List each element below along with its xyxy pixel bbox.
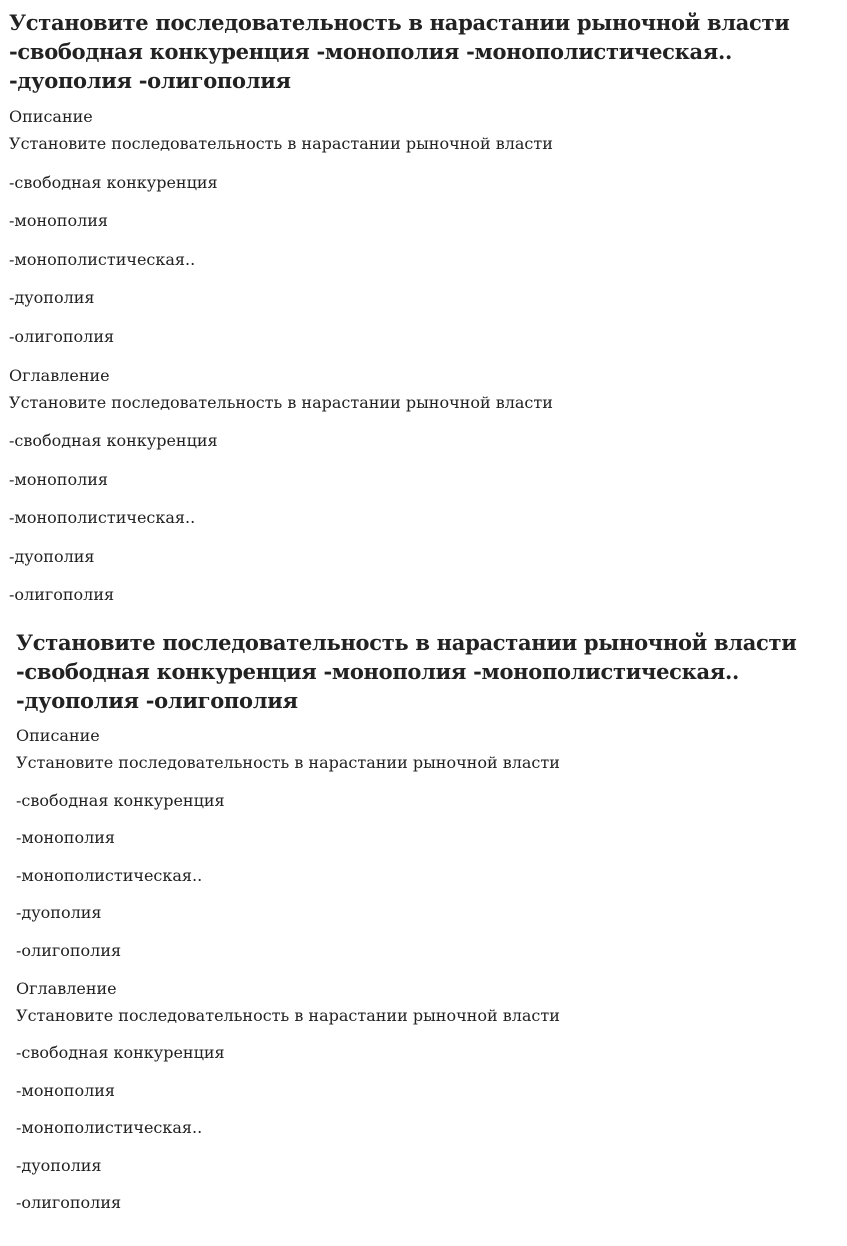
list-item: -монополия	[16, 1080, 115, 1100]
list-item: -олигополия	[16, 940, 122, 960]
question-title: Установите последовательность в нарастании рыночной власти -свободная конкуренция -монополия -монополистическая.. -дуополия -олигополия	[16, 630, 797, 713]
list-item: -монополистическая..	[9, 249, 196, 269]
description-label: Описание	[16, 726, 100, 745]
toc-first-line: Установите последовательность в нарастании рыночной власти	[16, 1005, 560, 1025]
list-item: -монополия	[16, 828, 115, 847]
question-title: Установите последовательность в нарастании рыночной власти -свободная конкуренция -монополия -монополистическая.. -дуополия -олигополия	[9, 10, 790, 93]
description-list	[9, 173, 847, 347]
list-item: -дуополия	[9, 546, 95, 566]
list-item: -свободная конкуренция	[9, 431, 218, 450]
list-item: -монополия	[9, 211, 108, 230]
list-item: -свободная конкуренция	[9, 172, 218, 192]
description-first-line: Установите последовательность в нарастании рыночной власти	[16, 753, 560, 772]
toc-list	[9, 431, 847, 605]
question-block-1	[0, 0, 847, 605]
list-item: -монополистическая..	[9, 508, 196, 527]
list-item: -монополистическая..	[16, 865, 203, 885]
toc-list	[16, 1043, 847, 1213]
list-item: -олигополия	[9, 585, 115, 604]
description-list	[16, 791, 847, 961]
list-item: -монополия	[9, 469, 108, 489]
list-item: -дуополия	[9, 288, 95, 307]
list-item: -олигополия	[9, 326, 115, 346]
description-first-line: Установите последовательность в нарастании рыночной власти	[9, 134, 553, 153]
list-item: -монополистическая..	[16, 1118, 203, 1137]
toc-first-line: Установите последовательность в нарастании рыночной власти	[9, 392, 553, 412]
toc-label: Оглавление	[9, 365, 110, 385]
list-item: -олигополия	[16, 1193, 122, 1212]
toc-label: Оглавление	[16, 978, 117, 998]
list-item: -свободная конкуренция	[16, 1043, 225, 1062]
list-item: -свободная конкуренция	[16, 790, 225, 810]
list-item: -дуополия	[16, 903, 102, 922]
list-item: -дуополия	[16, 1155, 102, 1175]
description-label: Описание	[9, 107, 93, 126]
question-block-2	[0, 626, 847, 1213]
